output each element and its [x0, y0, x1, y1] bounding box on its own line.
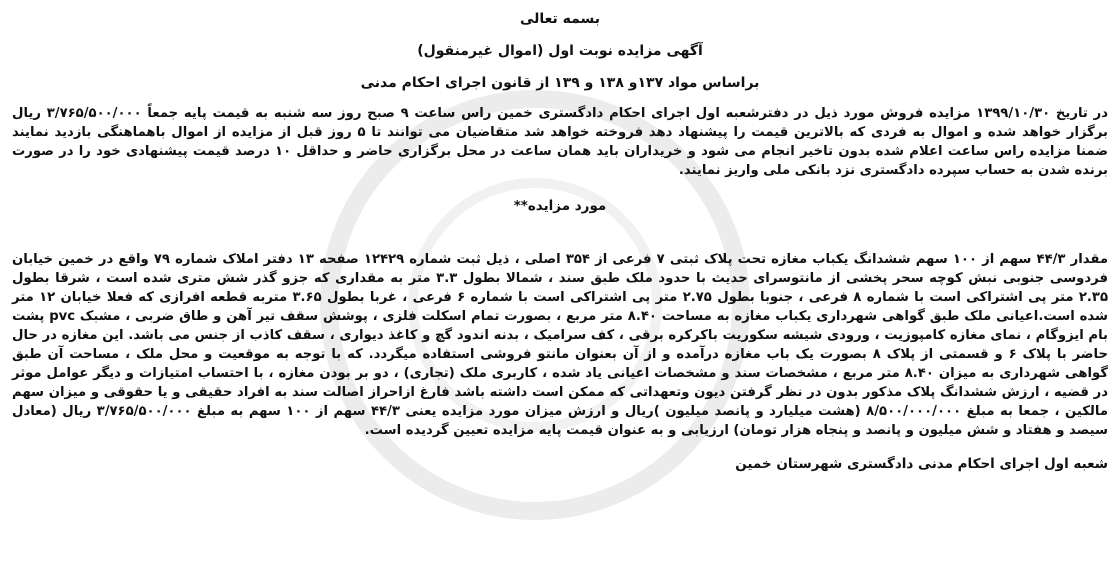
intro-paragraph: در تاریخ ۱۳۹۹/۱۰/۳۰ مزایده فروش مورد ذیل در دفترشعبه اول اجرای احکام دادگستری خمین راس ساعت ۹ صبح روز سه شنبه به قیمت پایه جمعاً ۳/۷۶۵/۵۰۰/۰۰۰ ریال برگزار خواهد شده و اموال به فردی که بالاترین قیمت را پیشنهاد دهد فروخته خواهد شد متقاضیان می توانند تا ۵ روز قبل از مزایده از اموال باهماهنگی بازدید نمایند ضمنا مزایده راس ساعت اعلام شده بدون تاخیر انجام می شود و خریداران باید همان ساعت در محل برگزاری حاضر و حداقل ۱۰ درصد قیمت پیشنهادی خود را در صورت برنده شدن به حساب سپرده دادگستری نزد بانکی ملی واریز نمایند.: [12, 106, 1109, 178]
subject-heading: مورد مزایده**: [513, 198, 607, 214]
bismillah-heading: بسمه تعالی: [519, 11, 601, 27]
notice-title: آگهی مزایده نوبت اول (اموال غیرمنقول): [417, 43, 703, 59]
legal-basis-line: براساس مواد ۱۳۷و ۱۳۸ و ۱۳۹ از قانون اجرای احکام مدنی: [360, 75, 760, 91]
notice-content: [12, 8, 1108, 474]
description-paragraph: مقدار ۴۴/۳ سهم از ۱۰۰ سهم ششدانگ یکباب مغازه تحت پلاک ثبتی ۷ فرعی از ۳۵۴ اصلی ، ذیل ثبت شماره ۱۲۴۲۹ صفحه ۱۳ دفتر املاک شماره ۷۹ واقع در خمین خیابان فردوسی جنوبی نبش کوچه سحر پخشی از مانتوسرای حدیث با حدود ملک طبق سند ، شمالا بطول ۳.۳ متر به مقداری که جزو گذر شش متری شده است ، شرقا بطول ۲.۳۵ متر پی اشتراکی است با شماره ۸ فرعی ، جنوبا بطول ۲.۷۵ متر پی اشتراکی است با شماره ۶ فرعی ، غربا بطول ۳.۶۵ متربه قطعه افرازی که فعلا خیابان ۱۲ متر شده است.اعیانی ملک طبق گواهی شهرداری یکباب مغازه به مساحت ۸.۴۰ متر مربع ، بصورت تمام اسکلت فلزی ، پوشش سقف تیر آهن و طاق ضربی ، مشبک pvc پشت بام ایزوگام ، نمای مغازه کامپوزیت ، ورودی شیشه سکوریت باکرکره برقی ، کف سرامیک ، بدنه اندود گچ و کاغذ دیواری ، سقف کاذب از جنس می باشد. این مغازه در حال حاضر با پلاک ۶ و قسمتی از پلاک ۸ بصورت یک باب مغازه درآمده و از آن بعنوان مانتو فروشی استفاده میگردد. که با توجه به موقعیت و محل ملک ، مساحت آن طبق گواهی شهرداری به میزان ۸.۴۰ متر مربع ، مشخصات سند و مشخصات اعیانی یاد شده ، کاربری ملک (تجاری) ، دو بر بودن مغازه ، با احتساب امتیازات و دیگر عوامل موثر در قضیه ، ارزش ششدانگ پلاک مذکور بدون در نظر گرفتن دیون وتعهداتی که ممکن است داشته باشد فارغ ازاحراز اصالت سند به افراد حقیقی و یا حقوقی و میزان سهم مالکین ، جمعا به مبلغ ۸/۵۰۰/۰۰۰/۰۰۰ (هشت میلیارد و پانصد میلیون )ریال و ارزش میزان مورد مزایده یعنی ۴۴/۳ سهم از ۱۰۰ سهم به مبلغ ۳/۷۶۵/۵۰۰/۰۰۰ ریال (معادل سیصد و هفتاد و شش میلیون و پانصد و پنجاه هزار تومان) ارزیابی و به عنوان قیمت پایه مزایده تعیین گردیده است.: [12, 252, 1109, 438]
issuer-footer: شعبه اول اجرای احکام مدنی دادگستری شهرستان خمین: [735, 456, 1108, 472]
